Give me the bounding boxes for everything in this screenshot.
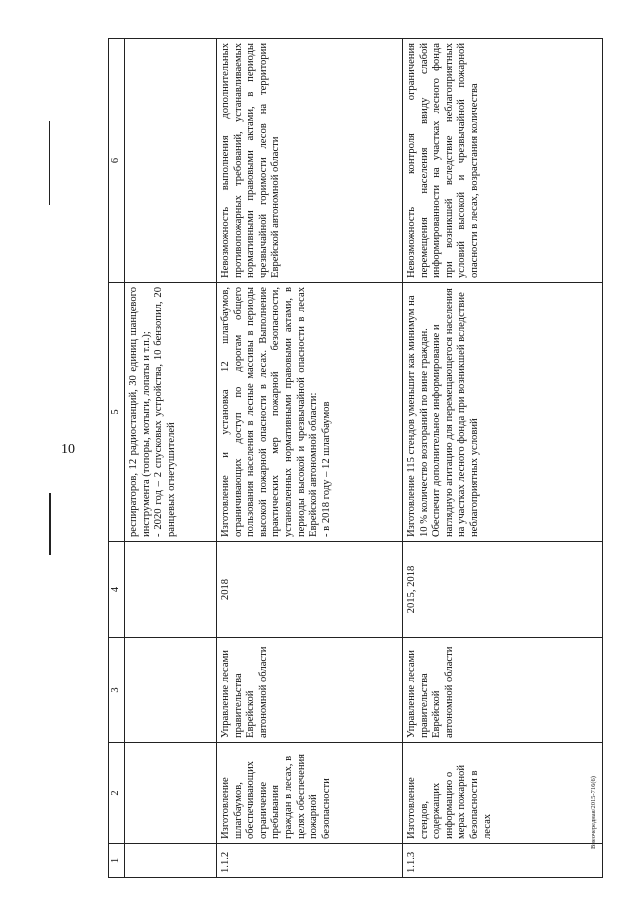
cell-risks	[125, 39, 217, 283]
table-row	[125, 39, 217, 878]
header-col-1: 1	[109, 844, 125, 878]
cell-risks: Невозможность контроля ограничения перемещения населения ввиду слабой информированности на участках лесного фонда при возникшей вследствие неблагоприятных условий высокой и чрезвычайной пожарной опасности в лесах, возрастания количества	[403, 39, 603, 283]
program-table	[108, 38, 603, 878]
binding-mark-bottom	[49, 493, 51, 555]
cell-years	[125, 542, 217, 638]
document-footer: Внеочередная/2015-716(6)	[590, 776, 597, 849]
cell-name	[125, 743, 217, 844]
header-col-6: 6	[109, 39, 125, 283]
cell-num: 1.1.2	[217, 844, 403, 878]
cell-num: 1.1.3	[403, 844, 603, 878]
page-number: 10	[61, 442, 75, 457]
header-row	[109, 39, 125, 878]
cell-years: 2015, 2018	[403, 542, 603, 638]
cell-results: Изготовление и установка 12 шлагбаумов, ограничивающих доступ по дорогам общего пользования населения в лесные массивы в периоды высокой пожарной опасности в лесах. Выполнение практических мер пожарной безопасности, установленных нормативными правовыми актами, в периоды высокой и чрезвычайной опасности в лесах Еврейской автономной области: - в 2018 году – 12 шлагбаумов	[217, 283, 403, 542]
binding-mark-top	[49, 121, 50, 205]
cell-results: Изготовление 115 стендов уменьшит как минимум на 10 % количество возгораний по вине граждан. Обеспечит дополнительное информирование и наглядную агитацию для перемещающегося населения на участках лесного фонда при возникшей вследствие неблагоприятных условий	[403, 283, 603, 542]
rotated-page	[108, 39, 603, 878]
table-row	[403, 39, 603, 878]
header-col-3: 3	[109, 638, 125, 743]
cell-executor: Управление лесами правительства Еврейской автономной области	[403, 638, 603, 743]
header-col-4: 4	[109, 542, 125, 638]
cell-results: респираторов, 12 радиостанций, 30 единиц шанцевого инструмента (топоры, мотыги, лопаты и т.п.); - 2020 год – 2 спусковых устройства, 10 бензопил, 20 ранцевых огнетушителей	[125, 283, 217, 542]
header-col-2: 2	[109, 743, 125, 844]
table-row	[217, 39, 403, 878]
cell-executor: Управление лесами правительства Еврейской автономной области	[217, 638, 403, 743]
cell-name: Изготовление стендов, содержащих информацию о мерах пожарной безопасности в лесах	[403, 743, 603, 844]
cell-num	[125, 844, 217, 878]
cell-risks: Невозможность выполнения дополнительных противопожарных требований, устанавливаемых нормативными правовыми актами, в периоды чрезвычайной горимости лесов на территории Еврейской автономной области	[217, 39, 403, 283]
cell-years: 2018	[217, 542, 403, 638]
cell-executor	[125, 638, 217, 743]
cell-name: Изготовление шлагбаумов, обеспечивающих ограничение пребывания граждан в лесах, в целях обеспечения пожарной безопасности	[217, 743, 403, 844]
header-col-5: 5	[109, 283, 125, 542]
